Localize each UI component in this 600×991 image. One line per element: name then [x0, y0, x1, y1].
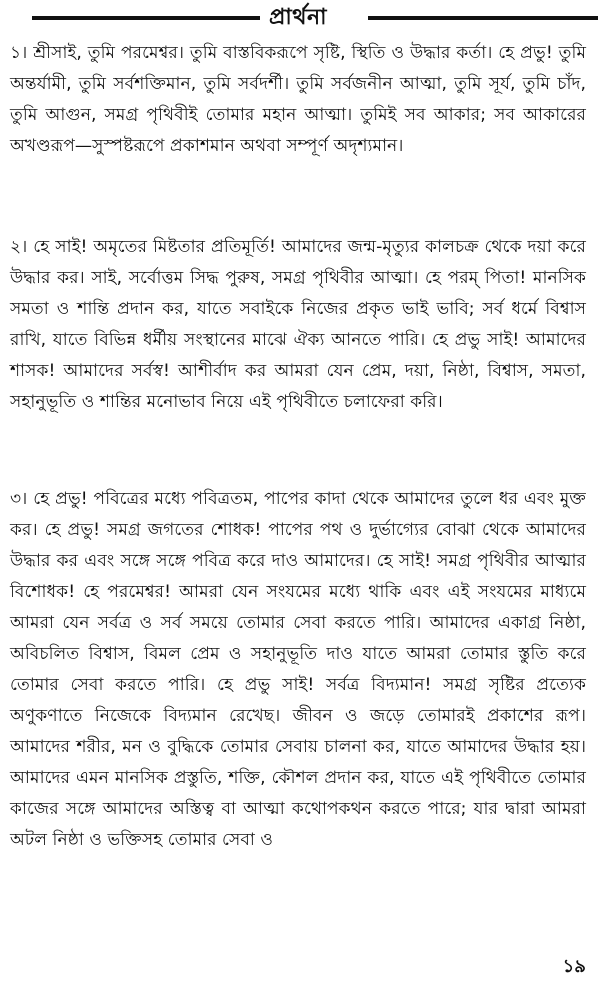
paragraph-text: হে প্রভু! পবিত্রের মধ্যে পবিত্রতম, পাপের কাদা থেকে আমাদের তুলে ধর এবং মুক্ত কর। হে প্রভু! সমগ্র জগতের শোধক! পাপের পথ ও দুর্ভাগ্যের বোঝা থেকে আমাদের উদ্ধার কর এবং সঙ্গে সঙ্গে পবিত্র করে দাও আমাদের। হে সাই! সমগ্র পৃথিবীর আত্মার বিশোধক! হে পরমেশ্বর! আমরা যেন সংযমের মধ্যে থাকি এবং এই সংযমের মাধ্যমে আমরা যেন সর্বত্র ও সর্ব সময়ে তোমার সেবা করতে পারি। আমাদের একাগ্র নিষ্ঠা, অবিচলিত বিশ্বাস, বিমল প্রেম ও সহানুভূতি দাও যাতে আমরা তোমার স্তুতি করে তোমার সেবা করতে পারি। হে প্রভু সাই! সর্বত্র বিদ্যমান! সমগ্র সৃষ্টির প্রত্যেক অণুকণাতে নিজেকে বিদ্যমান রেখেছ। জীবন ও জড়ে তোমারই প্রকাশের রূপ। আমাদের শরীর, মন ও বুদ্ধিকে তোমার সেবায় চালনা কর, যাতে আমাদের উদ্ধার হয়। আমাদের এমন মানসিক প্রস্তুতি, শক্তি, কৌশল প্রদান কর, যাতে এই পৃথিবীতে তোমার কাজের সঙ্গে আমাদের অস্তিত্ব বা আত্মা কথোপকথন করতে পারে; যার দ্বারা আমরা অটল নিষ্ঠা ও ভক্তিসহ তোমার সেবা ও [10, 489, 586, 850]
paragraph-text: শ্রীসাই, তুমি পরমেশ্বর। তুমি বাস্তবিকরূপে সৃষ্টি, স্থিতি ও উদ্ধার কর্তা। হে প্রভু! তুমি অন্তর্যামী, তুমি সর্বশক্তিমান, তুমি সর্বদর্শী। তুমি সর্বজনীন আত্মা, তুমি সূর্য, তুমি চাঁদ, তুমি আগুন, সমগ্র পৃথিবীই তোমার মহান আত্মা। তুমিই সব আকার; সব আকারের অখণ্ডরূপ—সুস্পষ্টরূপে প্রকাশমান অথবা সম্পূর্ণ অদৃশ্যমান। [10, 43, 586, 156]
prayer-paragraph-3 [10, 484, 586, 856]
page-number: ১৯ [562, 956, 586, 977]
page-header [10, 0, 586, 36]
prayer-paragraph-2 [10, 232, 586, 418]
paragraph-number: ৩। [10, 489, 28, 509]
header-rule-right [368, 16, 598, 20]
paragraph-text: হে সাই! অমৃতের মিষ্টতার প্রতিমূর্তি! আমাদের জন্ম-মৃত্যুর কালচক্র থেকে দয়া করে উদ্ধার কর। সাই, সর্বোত্তম সিদ্ধ পুরুষ, সমগ্র পৃথিবীর আত্মা। হে পরম্ পিতা! মানসিক সমতা ও শান্তি প্রদান কর, যাতে সবাইকে নিজের প্রকৃত ভাই ভাবি; সর্ব ধর্মে বিশ্বাস রাখি, যাতে বিভিন্ন ধর্মীয় সংস্থানের মাঝে ঐক্য আনতে পারি। হে প্রভু সাই! আমাদের শাসক! আমাদের সর্বস্ব! আশীর্বাদ কর আমরা যেন প্রেম, দয়া, নিষ্ঠা, বিশ্বাস, সমতা, সহানুভূতি ও শান্তির মনোভাব নিয়ে এই পৃথিবীতে চলাফেরা করি। [10, 237, 587, 412]
paragraph-number: ২। [10, 237, 28, 257]
paragraph-number: ১। [10, 43, 28, 63]
header-rule-left [32, 16, 260, 20]
page-title: প্রার্থনা [263, 0, 333, 37]
prayer-paragraph-1 [10, 38, 586, 162]
